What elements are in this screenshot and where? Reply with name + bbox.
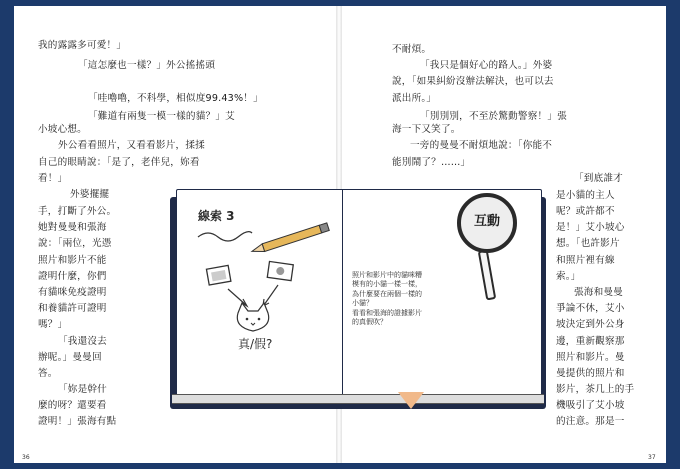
left-line-11: 她對曼曼和張海 [38, 222, 107, 233]
right-line-24: 的注意。那是一 [556, 416, 625, 427]
right-line-23: 機吸引了艾小坡 [556, 400, 625, 411]
note-line-6: 的真假吹？ [352, 318, 387, 327]
right-line-2: 「我只是個好心的路人。」外婆 [420, 60, 553, 71]
clue-sketch [180, 215, 340, 355]
left-line-23: 證明！」張海有點 [38, 416, 117, 427]
right-line-22: 影片，茶几上的手 [556, 384, 635, 395]
right-line-9: 「到底誰才 [574, 173, 623, 184]
bookmark-ribbon [398, 392, 424, 409]
left-line-13: 照片和影片不能 [38, 255, 107, 266]
left-line-19: 辦呢。」曼曼回 [38, 352, 102, 363]
cat-face-icon [237, 303, 268, 331]
left-line-8: 看！」 [38, 173, 68, 184]
right-line-4: 派出所。」 [392, 93, 437, 104]
right-line-12: 是！」艾小坡心 [556, 222, 625, 233]
note-line-1: 照片和影片中的貓咪糟 [352, 271, 422, 279]
left-line-18: 「我還沒去 [58, 336, 107, 347]
right-line-7: 一旁的曼曼不耐煩地說：「你能不 [410, 140, 553, 151]
left-line-22: 麼的呀？還要看 [38, 400, 107, 411]
left-line-15: 有貓咪免疫證明 [38, 287, 107, 298]
note-line-5: 看看和張海的證據影片 [352, 308, 422, 317]
note-line-3: 為什麼要在兩個一樣的 [352, 289, 422, 298]
left-line-2: 「這怎麼也一樣？」外公搖搖頭 [78, 60, 216, 71]
right-line-17: 爭論不休，艾小 [556, 303, 625, 314]
left-line-10: 手，打斷了外公。 [38, 206, 117, 217]
note-line-4: 小貓？ [352, 299, 373, 308]
photo-icon [206, 265, 230, 285]
left-line-3: 「哇嚕嚕，不科學，相似度99.43%！」 [88, 93, 263, 104]
left-line-16: 和養貓許可證明 [38, 303, 107, 314]
scribble-line [198, 232, 252, 241]
right-line-5: 「別別別，不至於驚動警察！」張 [420, 111, 567, 122]
right-line-11: 呢？或許都不 [556, 206, 615, 217]
left-line-20: 答。 [38, 368, 58, 379]
arrow-right-icon [264, 285, 278, 305]
right-line-1: 不耐煩。 [392, 44, 432, 55]
left-line-5: 小坡心想。 [38, 124, 87, 135]
left-line-21: 「妳是幹什 [58, 384, 107, 395]
right-line-8: 能別鬧了？……」 [392, 157, 471, 168]
interactive-label: 互動 [473, 214, 500, 229]
left-line-9: 外婆擺擺 [70, 189, 110, 200]
notebook-page-edges [172, 394, 544, 404]
true-false-question: 真/假? [238, 337, 273, 351]
right-line-10: 是小貓的主人 [556, 190, 615, 201]
clue-notes [352, 271, 422, 327]
left-line-6: 外公看看照片，又看看影片，揉揉 [58, 140, 205, 151]
clue-title: 線索 3 [198, 209, 235, 223]
left-line-4: 「難道有兩隻一模一樣的貓？」艾 [88, 111, 235, 122]
right-line-15: 索。」 [556, 271, 581, 282]
left-line-1: 我的露露多可愛！」 [38, 40, 127, 51]
left-line-14: 證明什麼，你們 [38, 271, 107, 282]
arrow-left-icon [228, 289, 246, 305]
right-line-6: 海一下又笑了。 [392, 124, 461, 135]
left-line-12: 說：「兩位，光憑 [38, 238, 112, 249]
video-icon [267, 261, 293, 280]
page-number-left: 36 [22, 454, 30, 461]
right-line-19: 邊，重新觀察那 [556, 336, 625, 347]
right-line-21: 曼提供的照片和 [556, 368, 625, 379]
note-line-2: 模有的小貓一樣一樣， [352, 280, 422, 289]
page-number-right: 37 [648, 454, 656, 461]
left-line-17: 嗎？」 [38, 319, 68, 330]
right-line-18: 坡決定到外公身 [556, 319, 625, 330]
right-line-20: 照片和影片。曼 [556, 352, 625, 363]
left-line-7: 自己的眼睛說：「是了，老伴兒，妳看 [38, 157, 200, 168]
right-line-14: 和照片裡有線 [556, 255, 615, 266]
pencil-icon [251, 223, 330, 255]
right-line-13: 想。「也許影片 [556, 238, 620, 249]
right-line-16: 張海和曼曼 [574, 287, 623, 298]
right-line-3: 說，「如果糾紛沒辦法解決，也可以去 [392, 76, 554, 87]
